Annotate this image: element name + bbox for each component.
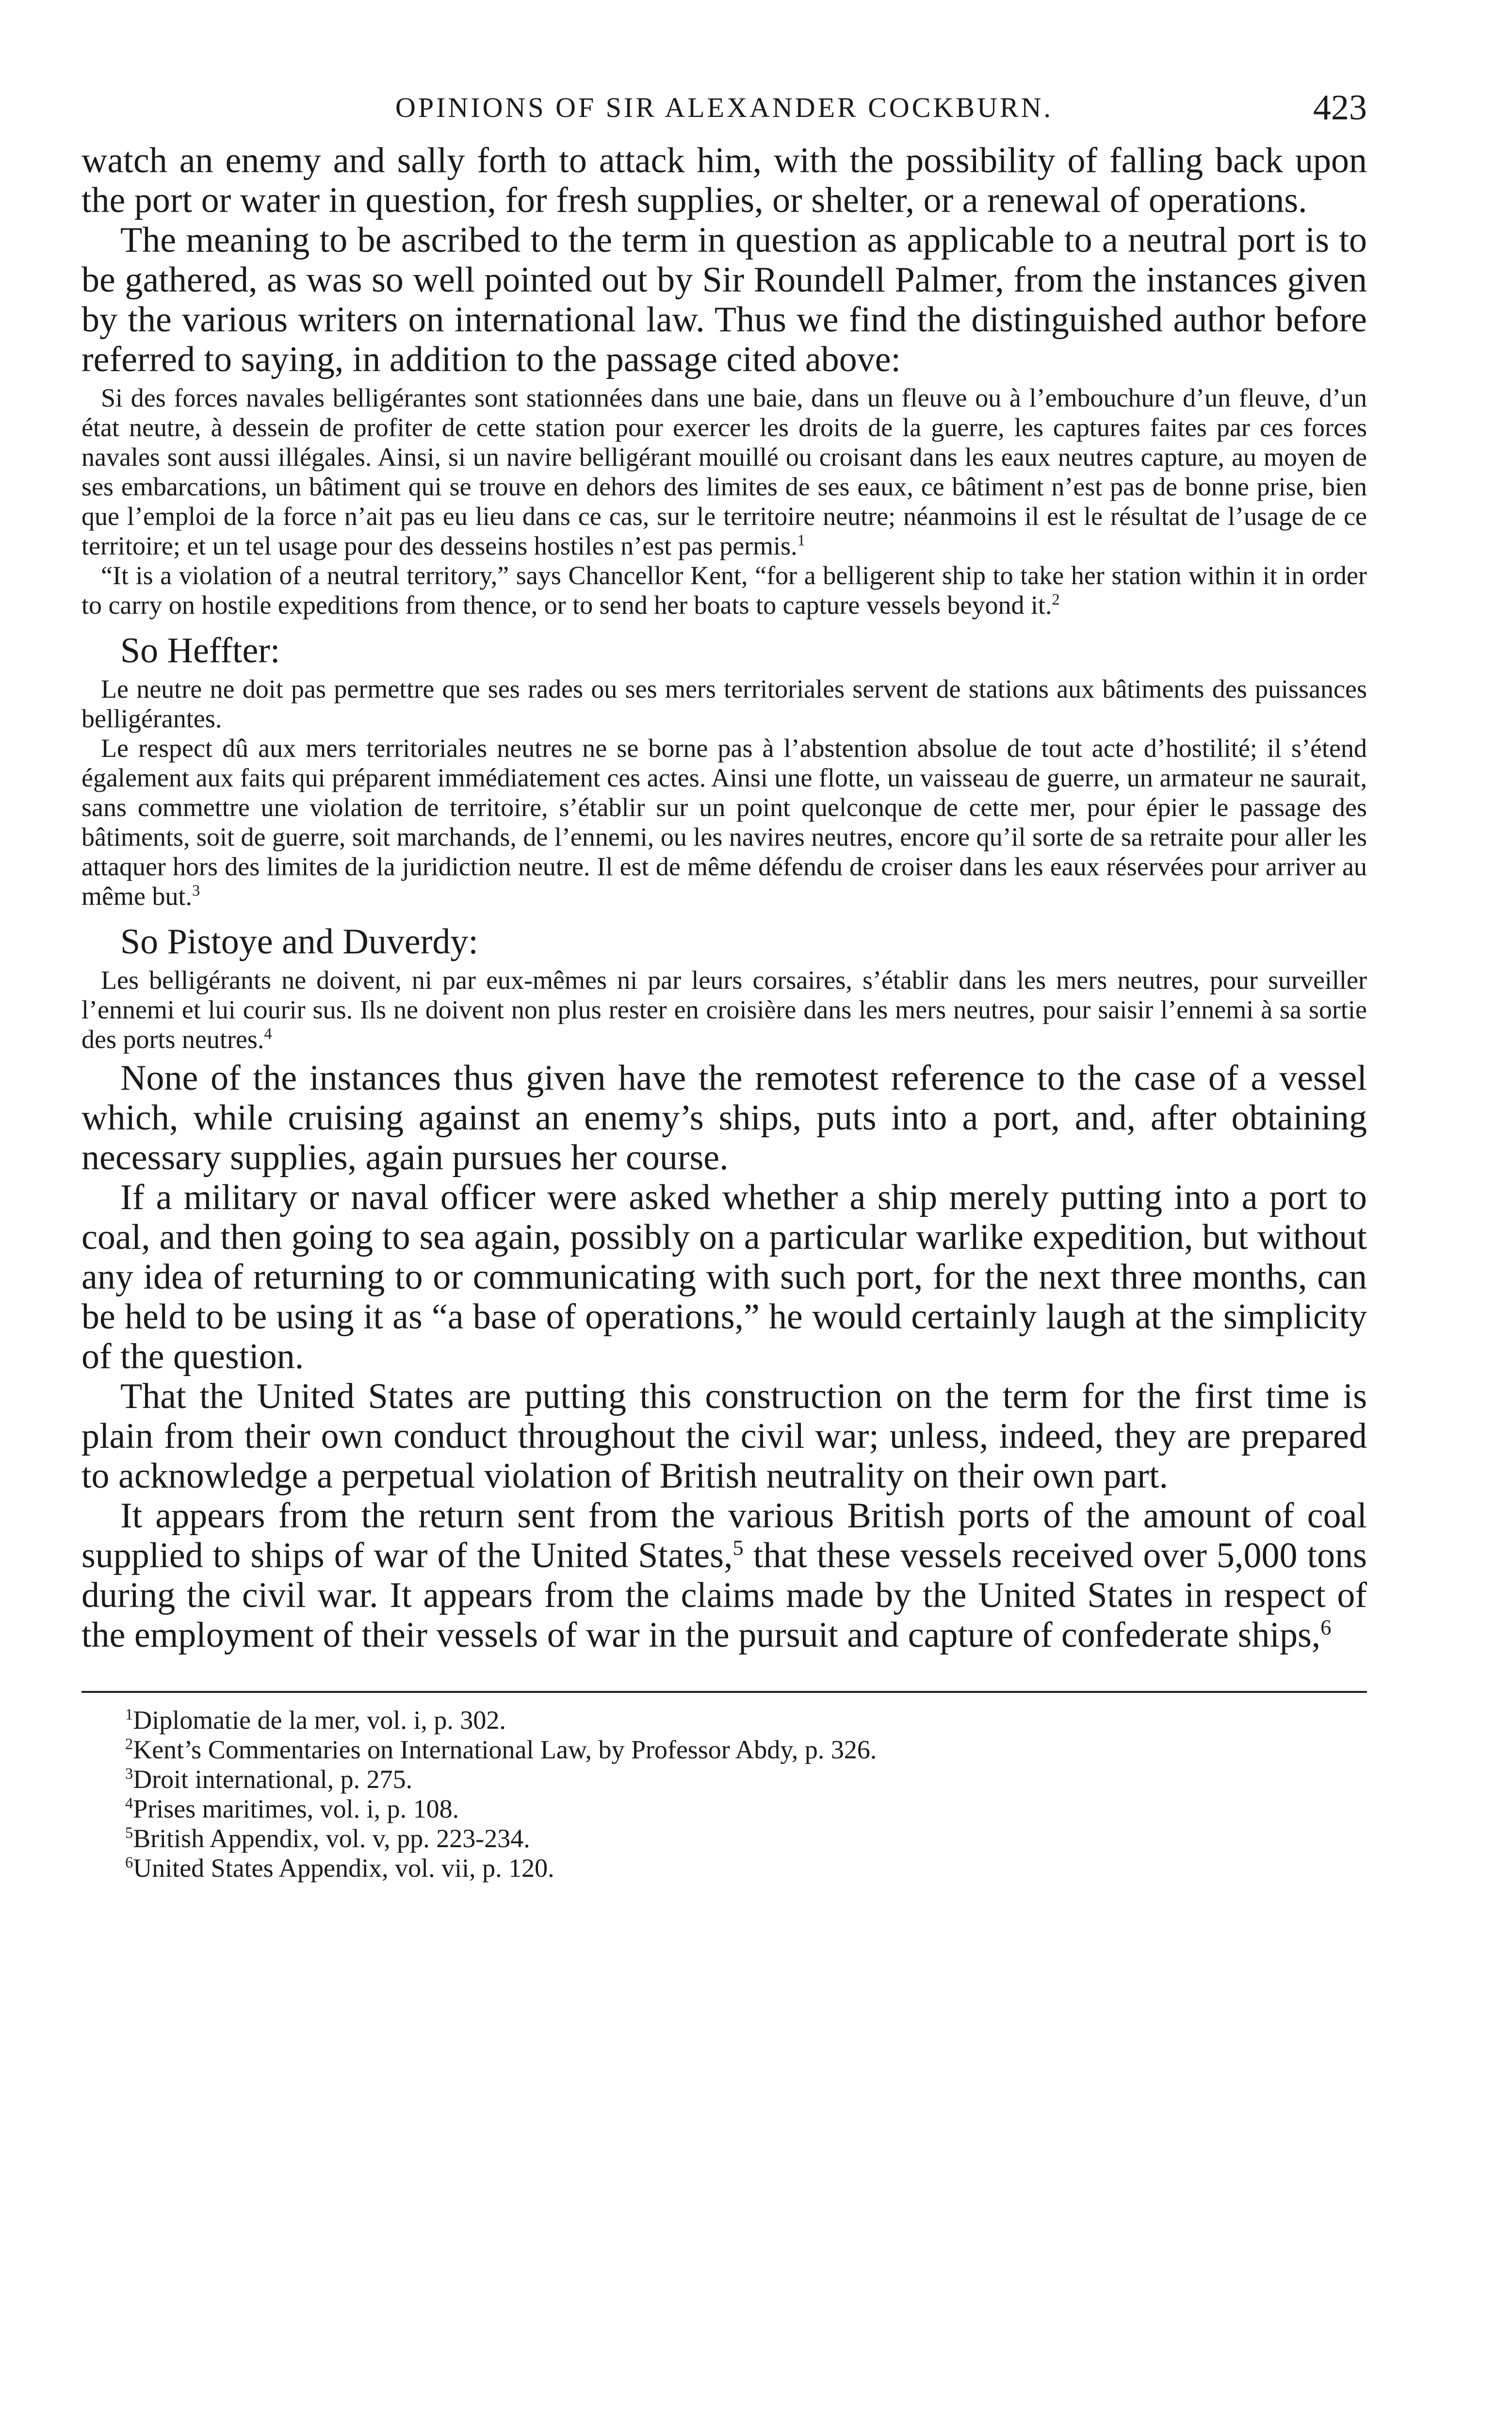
paragraph-none-of-instances: None of the instances thus given have the remotest reference to the case of a vessel which, while cruising against an enemy’s ships, puts into a port, and, after obtaining necessary supplies, again pursues her course. (81, 1058, 1367, 1178)
footnote-marker: 3 (192, 882, 200, 900)
footnote-marker: 2 (1052, 591, 1060, 608)
page (81, 87, 1367, 1883)
footnote-mark: 6 (125, 1854, 133, 1871)
footnote-marker: 4 (264, 1025, 272, 1043)
running-title: OPINIONS OF SIR ALEXANDER COCKBURN. (395, 92, 1054, 123)
footnote-text: Droit international, p. 275. (133, 1765, 413, 1794)
footnote-mark: 1 (125, 1706, 133, 1723)
footnote (81, 1794, 1367, 1824)
footnote-mark: 4 (125, 1795, 133, 1812)
paragraph-coal-return (81, 1496, 1367, 1655)
footnote-marker: 6 (1320, 1615, 1332, 1639)
quote-text: Si des forces navales belligérantes sont stationnées dans une baie, dans un fleuve ou à l’embouchure d’un fleuve, d’un état neutre, à dessein de profiter de cette station pour exercer les droits de la guerre, les captures faites par ces forces navales sont aussi illégales. Ainsi, si un navire belligérant mouillé ou croisant dans les eaux neutres capture, au moyen de ses embarcations, un bâtiment qui se trouve en dehors des limites de ses eaux, ce bâtiment n’est pas de bonne prise, bien que l’emploi de la force n’ait pas eu lieu dans ce cas, sur le territoire neutre; néanmoins il est le résultat de l’usage de ce territoire; et un tel usage pour des desseins hostiles n’est pas permis. (81, 383, 1367, 560)
footnote (81, 1735, 1367, 1765)
paragraph-text: It appears from the return sent from the various British ports of the amount of coal supplied to ships of war of the United States, (81, 1496, 1367, 1575)
paragraph-continued: watch an enemy and sally forth to attack him, with the possibility of falling back upon the port or water in question, for fresh supplies, or shelter, or a renewal of operations. (81, 141, 1367, 220)
footnote (81, 1705, 1367, 1735)
footnote-mark: 2 (125, 1736, 133, 1753)
quote-text: Le respect dû aux mers territoriales neutres ne se borne pas à l’abstention absolue de tout acte d’hostilité; il s’étend également aux faits qui préparent immédiatement ces actes. Ainsi une flotte, un vaisseau de guerre, un armateur ne saurait, sans commettre une violation de territoire, s’établir sur un point quelconque de cette mer, pour épier le passage des bâtiments, soit de guerre, soit marchands, de l’ennemi, ou les navires neutres, encore qu’il sorte de sa retraite pour aller les attaquer hors des limites de la juridiction neutre. Il est de même défendu de croiser dans les eaux réservées pour arriver au même but. (81, 734, 1367, 911)
footnote-marker: 5 (732, 1535, 744, 1560)
quote-french-4 (81, 966, 1367, 1054)
quote-kent (81, 561, 1367, 620)
quote-french-2: Le neutre ne doit pas permettre que ses rades ou ses mers territoriales servent de stations aux bâtiments des puissances belligérantes. (81, 674, 1367, 733)
footnote (81, 1765, 1367, 1794)
footnote-text: Prises maritimes, vol. i, p. 108. (133, 1794, 459, 1823)
quote-french-3 (81, 734, 1367, 911)
quote-french-1 (81, 383, 1367, 561)
footnote-text: United States Appendix, vol. vii, p. 120. (133, 1853, 554, 1883)
footnote-text: Diplomatie de la mer, vol. i, p. 302. (133, 1705, 506, 1735)
quote-text: “It is a violation of a neutral territory,” says Chancellor Kent, “for a belligerent ship to take her station within it in order to carry on hostile expeditions from thence, or to send her boats to capture vessels beyond it. (81, 561, 1367, 620)
page-number: 423 (1313, 88, 1367, 128)
page-header (81, 87, 1367, 141)
attribution-heffter: So Heffter: (120, 631, 280, 671)
quote-block-heffter (81, 674, 1367, 911)
paragraph-meaning-of-term: The meaning to be ascribed to the term in question as applicable to a neutral port is to be gathered, as was so well pointed out by Sir Roundell Palmer, from the instances given by the various writers on international law. Thus we find the distinguished author before referred to saying, in addition to the passage cited above: (81, 220, 1367, 379)
footnote (81, 1853, 1367, 1883)
paragraph-text: that these vessels received over 5,000 tons during the civil war. It appears from the claims made by the United States in respect of the employment of their vessels of war in the pursuit and capture of confederate ships, (81, 1536, 1367, 1655)
paragraph-united-states-construction: That the United States are putting this construction on the term for the first time is plain from their own conduct throughout the civil war; unless, indeed, they are prepared to acknowledge a perpetual violation of British neutrality on their own part. (81, 1377, 1367, 1496)
quote-block-pistoye (81, 966, 1367, 1054)
footnote-text: British Appendix, vol. v, pp. 223-234. (133, 1824, 530, 1853)
footnotes (81, 1705, 1367, 1883)
paragraph-military-officer: If a military or naval officer were asked whether a ship merely putting into a port to coal, and then going to sea again, possibly on a particular warlike expedition, but without any idea of returning to or communicating with such port, for the next three months, can be held to be using it as “a base of operations,” he would certainly laugh at the simplicity of the question. (81, 1178, 1367, 1377)
quote-text: Les belligérants ne doivent, ni par eux-mêmes ni par leurs corsaires, s’établir dans les mers neutres, pour surveiller l’ennemi et lui courir sus. Ils ne doivent non plus rester en croisière dans les mers neutres, pour saisir l’ennemi à sa sortie des ports neutres. (81, 966, 1367, 1054)
footnotes-divider (81, 1691, 1367, 1693)
footnote-mark: 3 (125, 1765, 133, 1783)
footnote (81, 1824, 1367, 1853)
footnote-marker: 1 (797, 532, 805, 549)
quote-block-ortolan (81, 383, 1367, 620)
footnote-mark: 5 (125, 1824, 133, 1842)
attribution-pistoye-duverdy: So Pistoye and Duverdy: (120, 922, 478, 962)
footnote-text: Kent’s Commentaries on International Law, by Professor Abdy, p. 326. (133, 1735, 877, 1764)
